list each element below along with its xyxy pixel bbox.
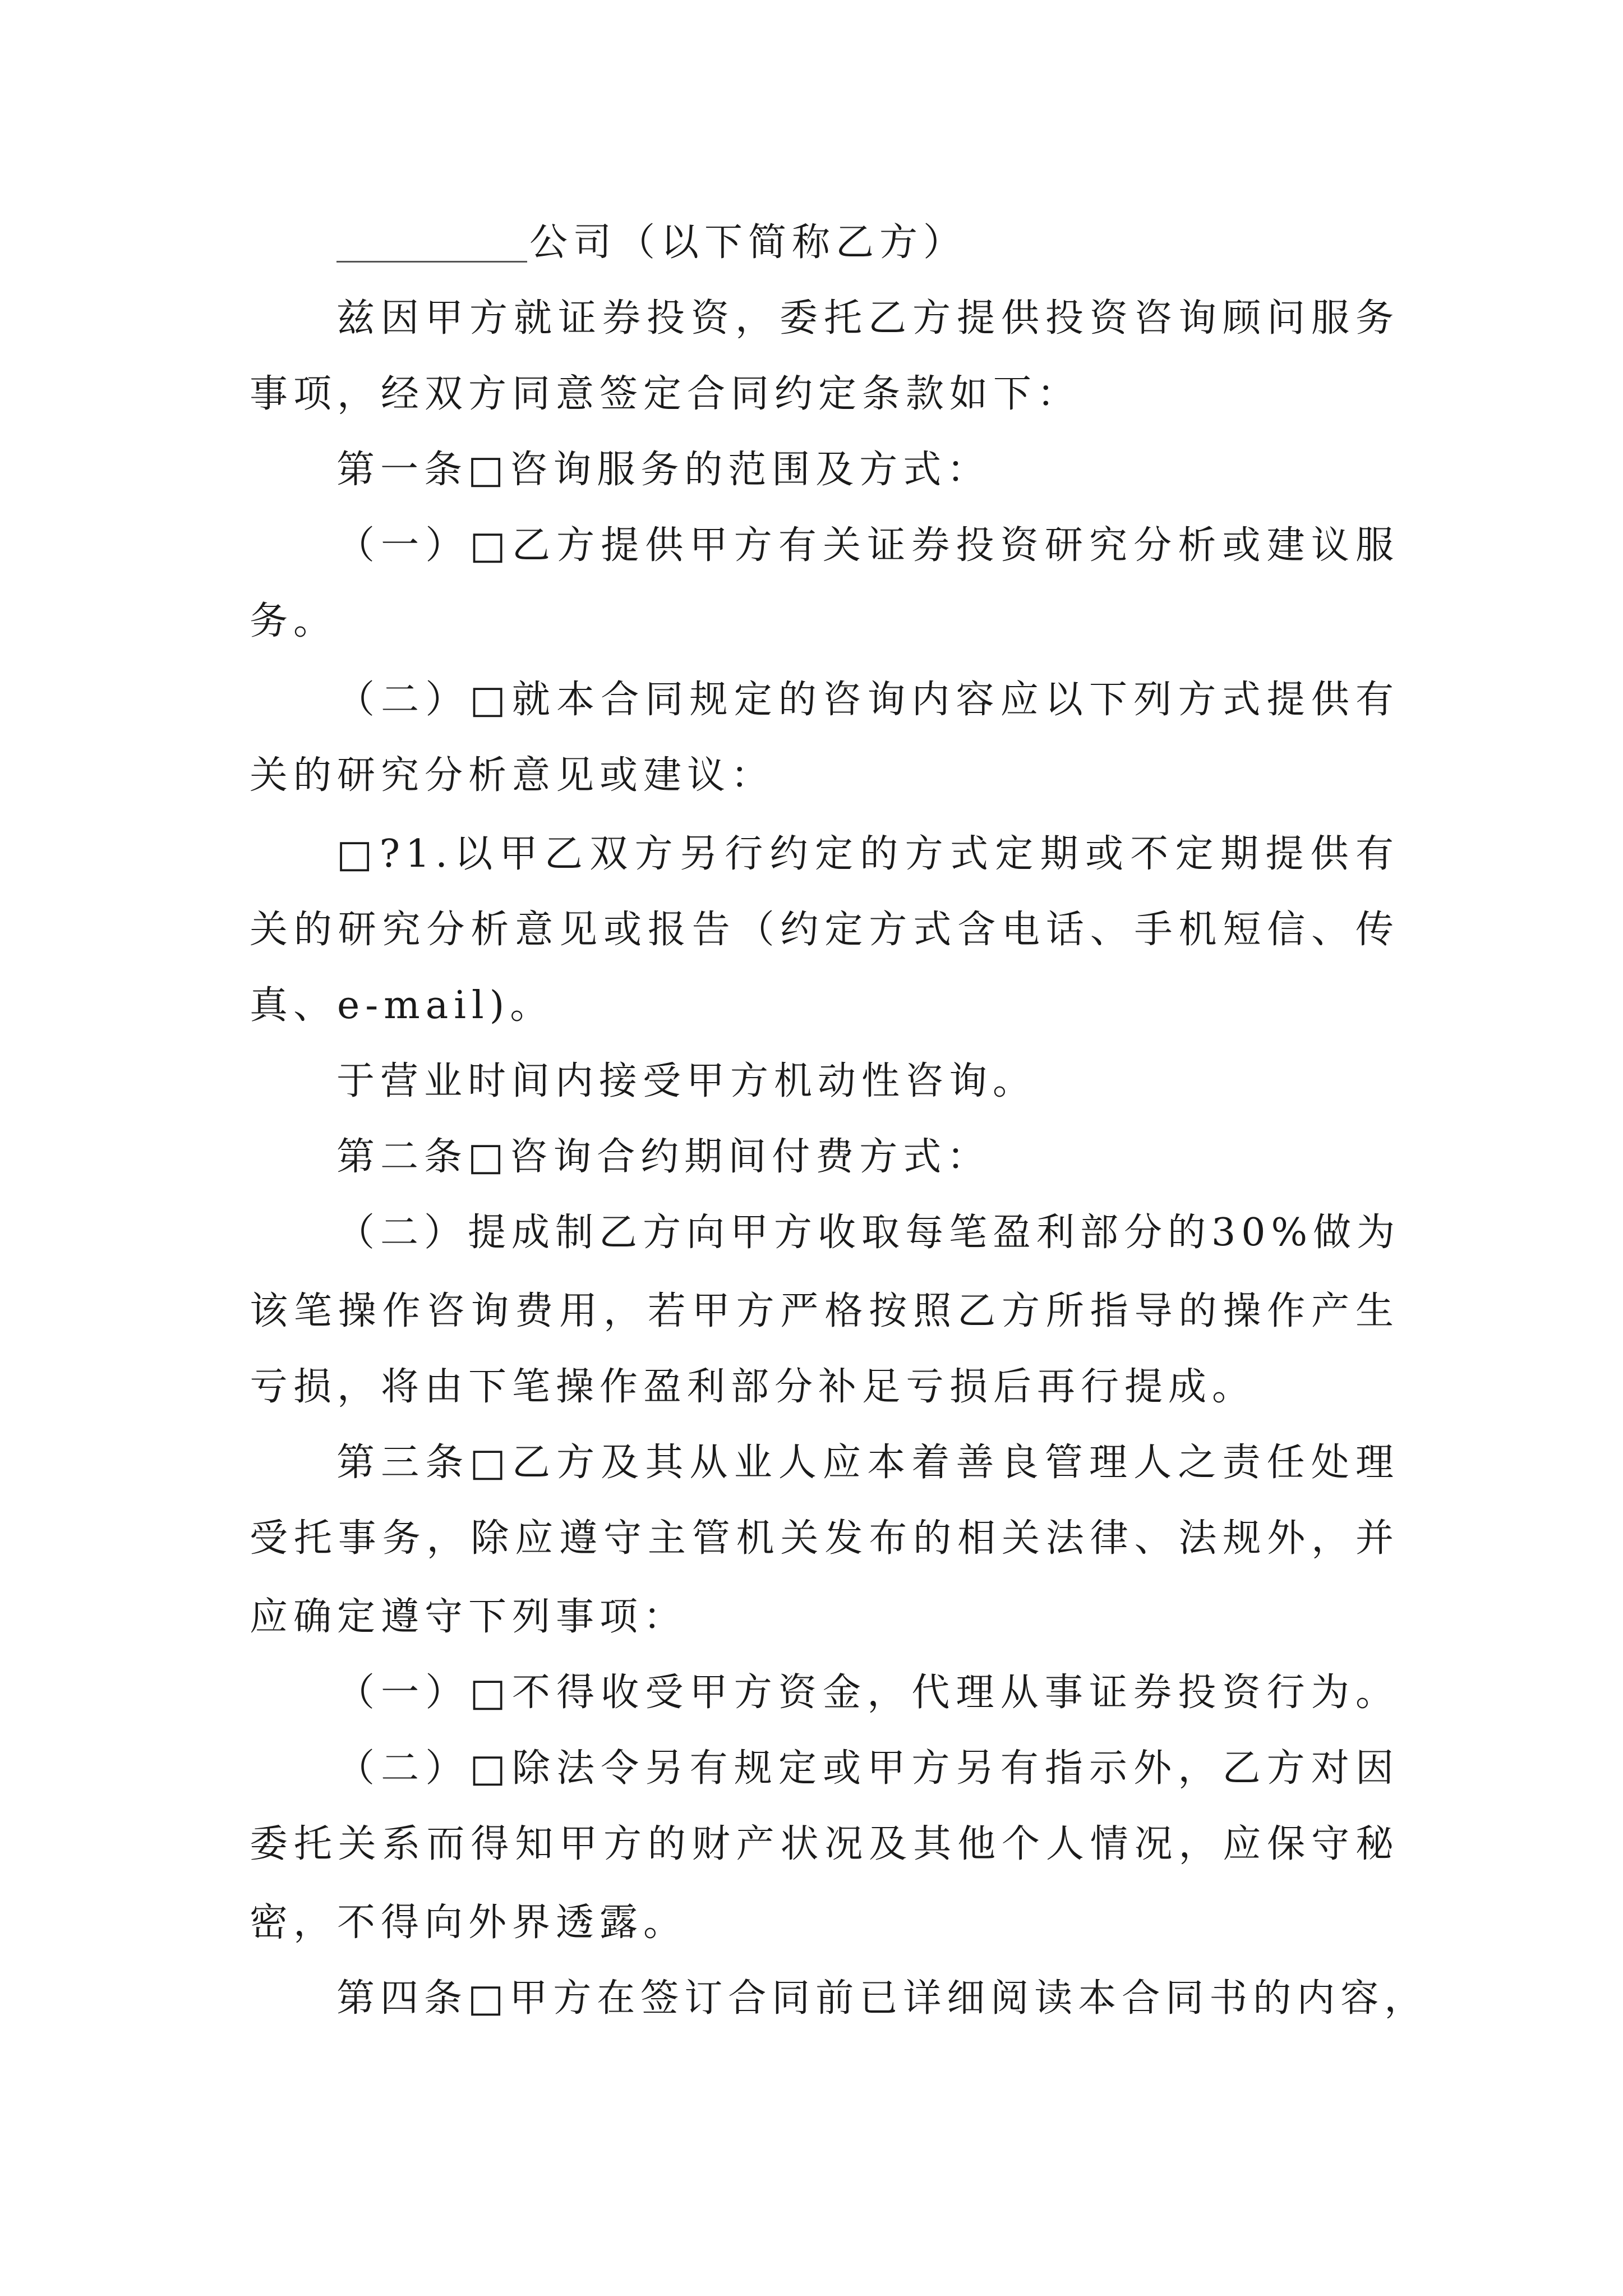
body-line: 第二条□咨询合约期间付费方式：	[336, 1135, 991, 1179]
body-line: 该笔操作咨询费用，若甲方严格按照乙方所指导的操作产生	[250, 1289, 1399, 1333]
body-line: 第一条□咨询服务的范围及方式：	[336, 448, 991, 492]
body-line: 于营业时间内接受甲方机动性咨询。	[336, 1059, 1037, 1103]
header-line	[336, 216, 1486, 270]
body-line: 第四条□甲方在签订合同前已详细阅读本合同书的内容，	[336, 1976, 1428, 2021]
body-line: □?1.以甲乙双方另行约定的方式定期或不定期提供有	[336, 832, 1399, 876]
body-line: 务。	[250, 599, 338, 643]
header-text: 公司（以下简称乙方）	[529, 220, 967, 265]
body-line: 事项，经双方同意签定合同约定条款如下：	[250, 372, 1081, 416]
body-line: （二）□除法令另有规定或甲方另有指示外，乙方对因	[336, 1746, 1399, 1791]
body-line: （二）提成制乙方向甲方收取每笔盈利部分的30%做为	[336, 1211, 1401, 1255]
blank-underline	[336, 216, 527, 263]
body-line: 亏损，将由下笔操作盈利部分补足亏损后再行提成。	[250, 1365, 1256, 1409]
body-line: （二）□就本合同规定的咨询内容应以下列方式提供有	[336, 678, 1399, 722]
body-line: 应确定遵守下列事项：	[250, 1595, 688, 1639]
body-line: 委托关系而得知甲方的财产状况及其他个人情况，应保守秘	[250, 1822, 1399, 1866]
body-line: （一）□乙方提供甲方有关证券投资研究分析或建议服	[336, 523, 1399, 568]
body-line: 受托事务，除应遵守主管机关发布的相关法律、法规外，并	[250, 1516, 1399, 1561]
body-line: （一）□不得收受甲方资金，代理从事证券投资行为。	[336, 1671, 1399, 1715]
body-line: 关的研究分析意见或报告（约定方式含电话、手机短信、传	[250, 908, 1399, 952]
body-line: 第三条□乙方及其从业人应本着善良管理人之责任处理	[336, 1441, 1399, 1485]
body-line: 关的研究分析意见或建议：	[250, 753, 775, 798]
body-line: 真、e-mail)。	[250, 983, 554, 1028]
body-line: 密，不得向外界透露。	[250, 1901, 688, 1945]
body-line: 兹因甲方就证券投资，委托乙方提供投资咨询顾问服务	[336, 296, 1399, 341]
